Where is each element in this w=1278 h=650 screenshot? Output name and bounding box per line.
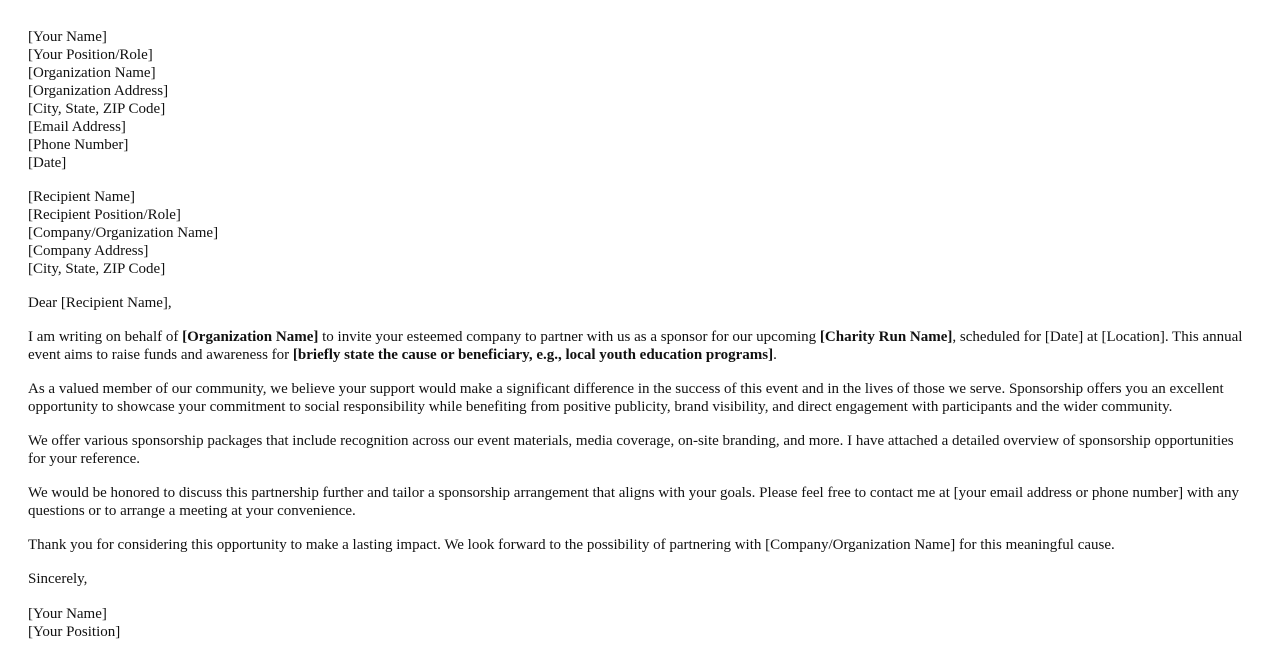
organization-name-bold: [Organization Name] <box>182 329 319 345</box>
sender-email: [Email Address] <box>28 119 126 135</box>
sender-position: [Your Position/Role] <box>28 47 153 63</box>
closing: Sincerely, <box>28 571 88 587</box>
body-paragraph-3: We offer various sponsorship packages that include recognition across our event materials, media coverage, on-site branding, and more. I have attached a detailed overview of sponsorship opportunities for your reference. <box>28 433 1234 467</box>
salutation: Dear [Recipient Name], <box>28 295 172 311</box>
sender-address-block <box>28 28 1250 172</box>
paragraph-1-text-b: to invite your esteemed company to partner with us as a sponsor for our upcoming <box>318 329 820 345</box>
body-paragraph-2: As a valued member of our community, we believe your support would make a significant difference in the success of this event and in the lives of those we serve. Sponsorship offers you an excellent opportunity to showcase your commitment to social responsibility while benefiting from positive publicity, brand visibility, and direct engagement with participants and the wider community. <box>28 381 1224 415</box>
paragraph-1-text-a: I am writing on behalf of <box>28 329 183 345</box>
paragraph-1-text-d: . <box>773 347 777 363</box>
body-paragraph-4: We would be honored to discuss this partnership further and tailor a sponsorship arrangement that aligns with your goals. Please feel free to contact me at [your email address or phone number] with any questions or to arrange a meeting at your convenience. <box>28 485 1239 519</box>
letter-page <box>28 28 1250 641</box>
sender-organization: [Organization Name] <box>28 65 156 81</box>
signature-position: [Your Position] <box>28 624 121 640</box>
sender-city-state-zip: [City, State, ZIP Code] <box>28 101 166 117</box>
letter-date: [Date] <box>28 155 67 171</box>
sender-phone: [Phone Number] <box>28 137 129 153</box>
charity-run-name-bold: [Charity Run Name] <box>819 329 953 345</box>
recipient-name: [Recipient Name] <box>28 189 136 205</box>
recipient-company-address: [Company Address] <box>28 243 149 259</box>
signature-block <box>28 605 1250 641</box>
cause-description-bold: [briefly state the cause or beneficiary, e.g., local youth education programs] <box>292 347 774 363</box>
sender-name: [Your Name] <box>28 29 107 45</box>
recipient-position: [Recipient Position/Role] <box>28 207 181 223</box>
body-paragraph-5: Thank you for considering this opportunity to make a lasting impact. We look forward to the possibility of partnering with [Company/Organization Name] for this meaningful cause. <box>28 537 1115 553</box>
recipient-address-block <box>28 188 1250 278</box>
sender-organization-address: [Organization Address] <box>28 83 169 99</box>
recipient-city-state-zip: [City, State, ZIP Code] <box>28 261 166 277</box>
signature-name: [Your Name] <box>28 606 107 622</box>
body-paragraph-1 <box>28 328 1250 364</box>
paragraph-1-text-c: , scheduled for [Date] at [Location]. This annual event aims to raise funds and awareness for <box>28 329 1243 363</box>
recipient-organization: [Company/Organization Name] <box>28 225 219 241</box>
